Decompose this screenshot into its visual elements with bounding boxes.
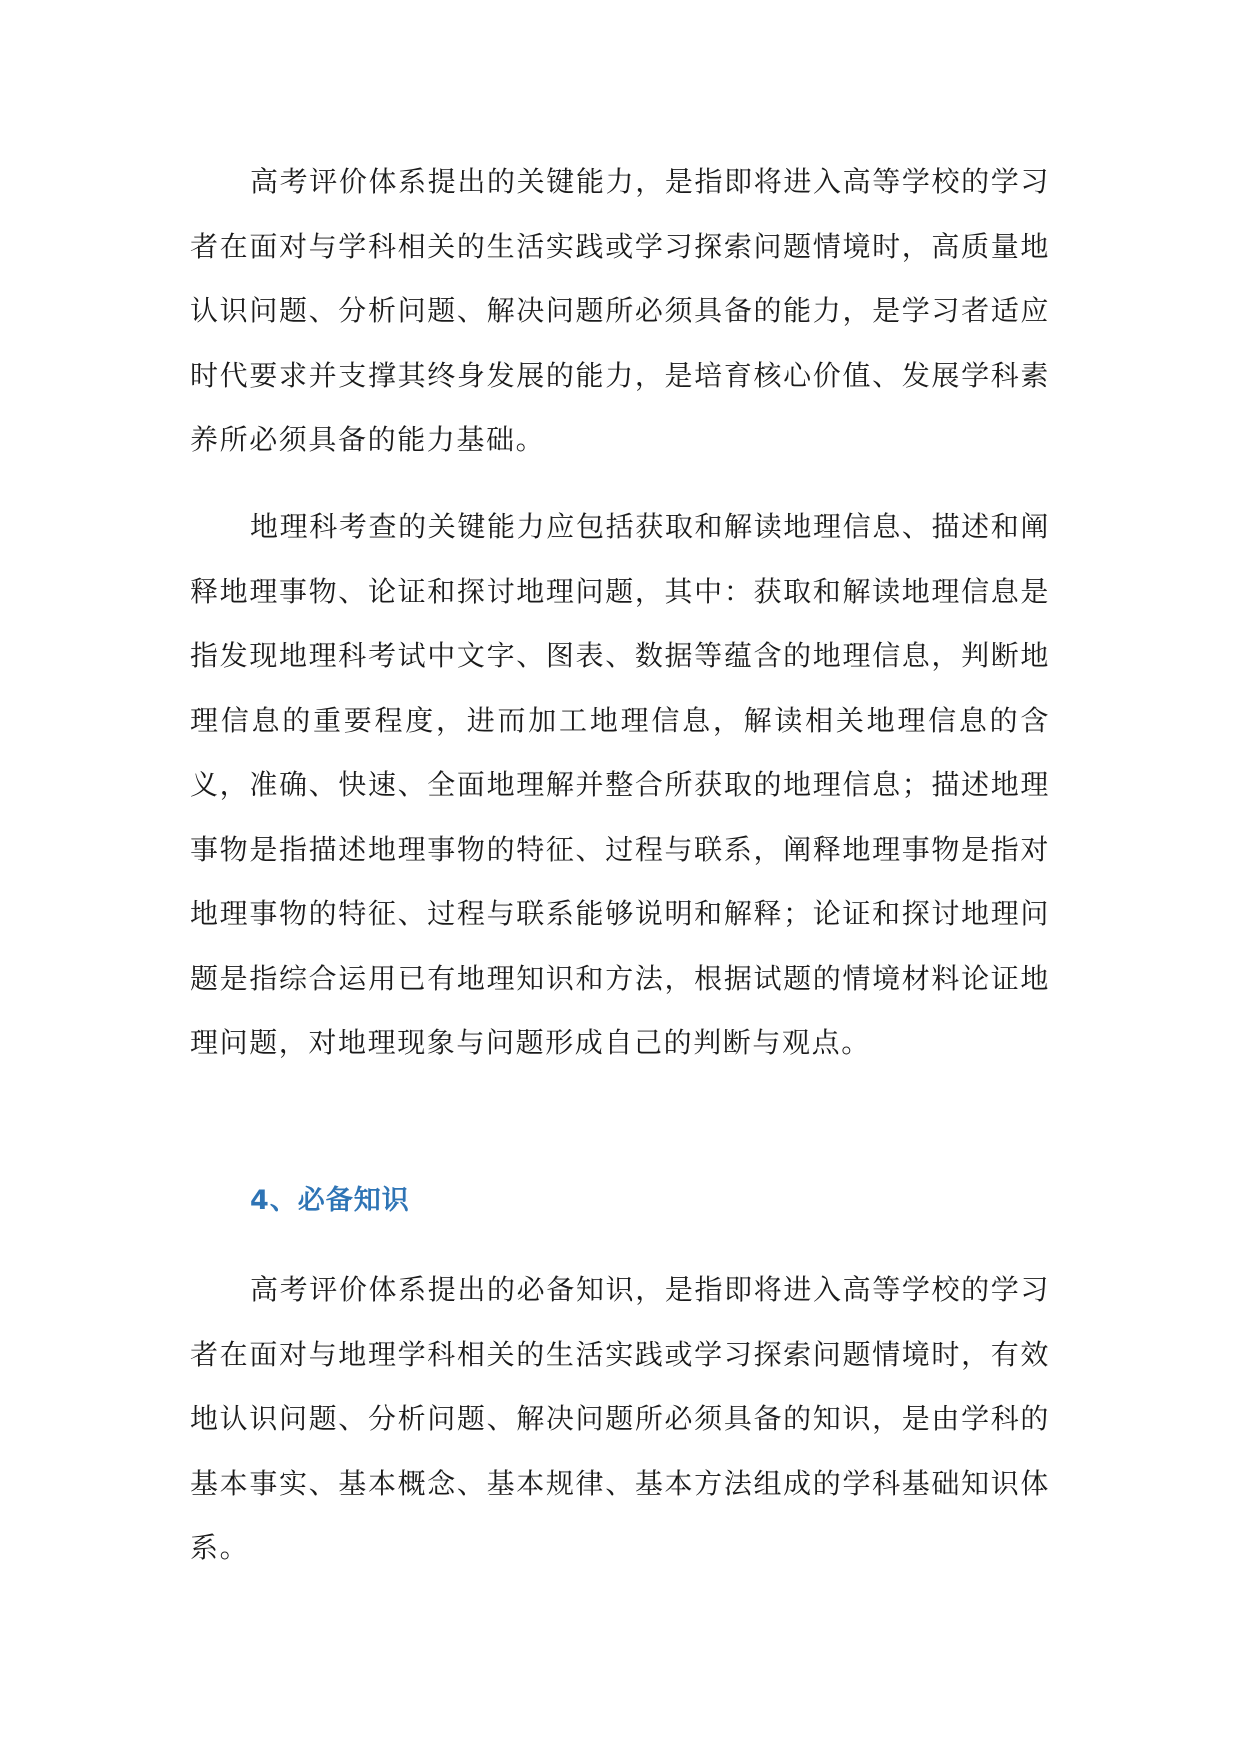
paragraph-required-knowledge: 高考评价体系提出的必备知识，是指即将进入高等学校的学习者在面对与地理学科相关的生活实践或学习探索问题情境时，有效地认识问题、分析问题、解决问题所必须具备的知识，是由学科的基本事实、基本概念、基本规律、基本方法组成的学科基础知识体系。 <box>190 1273 1050 1564</box>
paragraph-key-abilities: 高考评价体系提出的关键能力，是指即将进入高等学校的学习者在面对与学科相关的生活实践或学习探索问题情境时，高质量地认识问题、分析问题、解决问题所必须具备的能力，是学习者适应时代要求并支撑其终身发展的能力，是培育核心价值、发展学科素养所必须具备的能力基础。 <box>190 165 1050 456</box>
paragraph-geography-abilities: 地理科考查的关键能力应包括获取和解读地理信息、描述和阐释地理事物、论证和探讨地理问题，其中：获取和解读地理信息是指发现地理科考试中文字、图表、数据等蕴含的地理信息，判断地理信息的重要程度，进而加工地理信息，解读相关地理信息的含义，准确、快速、全面地理解并整合所获取的地理信息；描述地理事物是指描述地理事物的特征、过程与联系，阐释地理事物是指对地理事物的特征、过程与联系能够说明和解释；论证和探讨地理问题是指综合运用已有地理知识和方法，根据试题的情境材料论证地理问题，对地理现象与问题形成自己的判断与观点。 <box>190 510 1050 1059</box>
section-heading-required-knowledge: 4、必备知识 <box>250 1185 410 1216</box>
